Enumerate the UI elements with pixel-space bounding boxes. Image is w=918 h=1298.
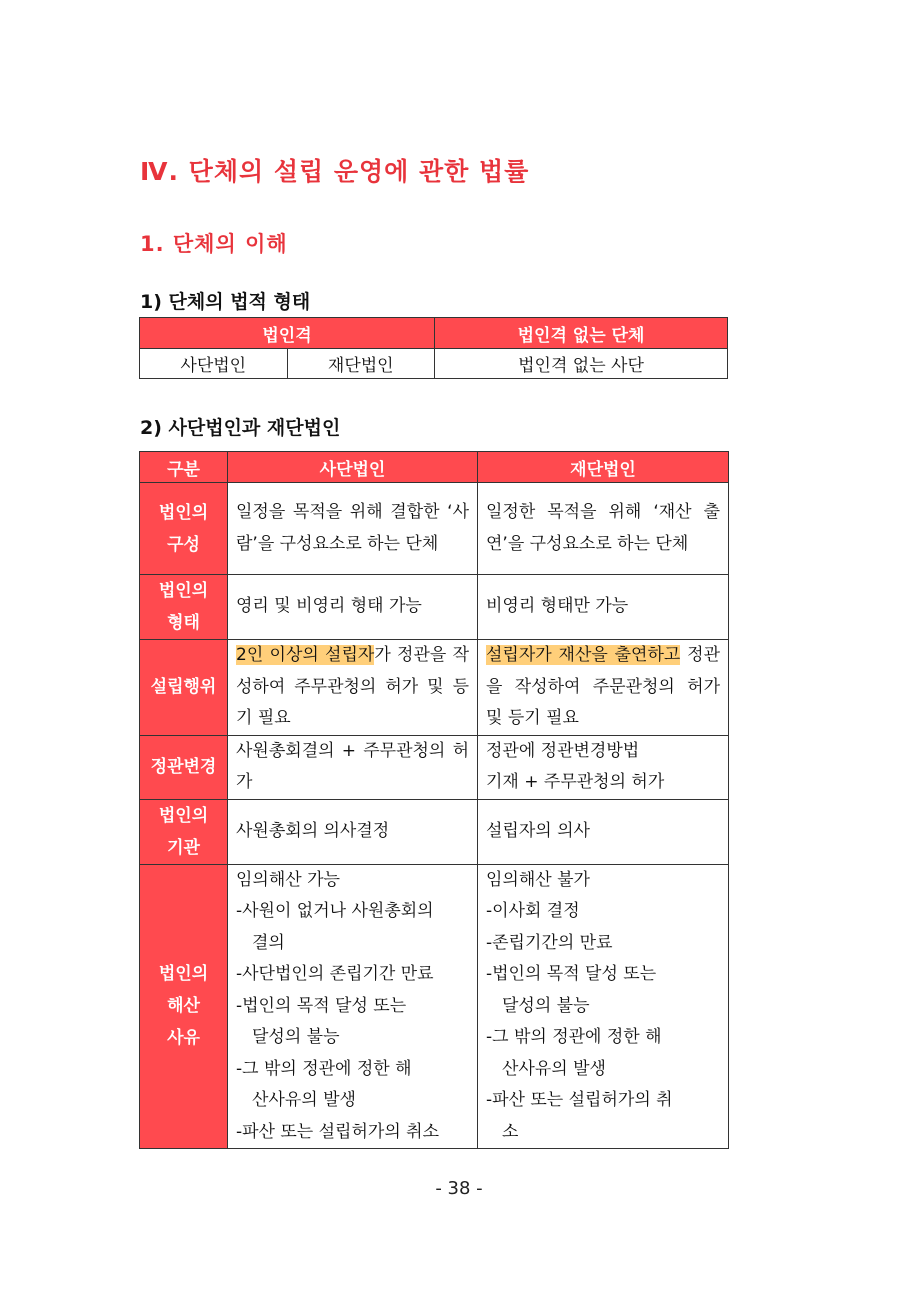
header-juridical-person: 법인격 — [140, 318, 435, 349]
table-row — [140, 735, 729, 799]
cell-organ-foundation: 설립자의 의사 — [478, 799, 729, 864]
table-row — [140, 799, 729, 864]
table-row — [140, 864, 729, 1149]
table-row — [140, 575, 729, 640]
table-row — [140, 640, 729, 736]
cell-dissolution-association: 임의해산 가능 -사원이 없거나 사원총회의 결의 -사단법인의 존립기간 만료 -법인의 목적 달성 또는 달성의 불능 -그 밖의 정관에 정한 해 산사유의 발생 -파산 또는 설립허가의 취소 — [228, 864, 478, 1149]
row-label-composition: 법인의 구성 — [140, 483, 228, 575]
page-number: - 38 - — [435, 1178, 483, 1199]
cell-articles-foundation: 정관에 정관변경방법 기재 + 주무관청의 허가 — [478, 735, 729, 799]
cell-type-foundation: 비영리 형태만 가능 — [478, 575, 729, 640]
header-non-juridical: 법인격 없는 단체 — [435, 318, 728, 349]
header-category: 구분 — [140, 452, 228, 483]
row-label-articles-change: 정관변경 — [140, 735, 228, 799]
highlight-endowment: 설립자가 재산을 출연하고 — [486, 645, 681, 665]
row-label-establishment: 설립행위 — [140, 640, 228, 736]
row-label-dissolution: 법인의 해산 사유 — [140, 864, 228, 1149]
cell-composition-association: 일정을 목적을 위해 결합한 ‘사람’을 구성요소로 하는 단체 — [228, 483, 478, 575]
subsection-title-comparison: 2) 사단법인과 재단법인 — [140, 417, 341, 439]
cell-incorporated-association: 사단법인 — [140, 349, 288, 379]
subsection-title-legal-forms: 1) 단체의 법적 형태 — [140, 291, 311, 313]
cell-articles-association: 사원총회결의 + 주무관청의 허가 — [228, 735, 478, 799]
header-foundation: 재단법인 — [478, 452, 729, 483]
cell-incorporated-foundation: 재단법인 — [287, 349, 435, 379]
highlight-founders: 2인 이상의 설립자 — [236, 645, 375, 665]
row-label-type: 법인의 형태 — [140, 575, 228, 640]
cell-establishment-foundation: 설립자가 재산을 출연하고 정관을 작성하여 주문관청의 허가 및 등기 필요 — [478, 640, 729, 736]
cell-dissolution-foundation: 임의해산 불가 -이사회 결정 -존립기간의 만료 -법인의 목적 달성 또는 달성의 불능 -그 밖의 정관에 정한 해 산사유의 발생 -파산 또는 설립허가의 취 소 — [478, 864, 729, 1149]
section-title: 1. 단체의 이해 — [140, 232, 288, 256]
legal-forms-table — [139, 317, 728, 379]
cell-organ-association: 사원총회의 의사결정 — [228, 799, 478, 864]
table-row — [140, 483, 729, 575]
comparison-table — [139, 451, 729, 1149]
cell-composition-foundation: 일정한 목적을 위해 ‘재산 출연’을 구성요소로 하는 단체 — [478, 483, 729, 575]
chapter-title: Ⅳ. 단체의 설립 운영에 관한 법률 — [140, 157, 530, 186]
header-association: 사단법인 — [228, 452, 478, 483]
cell-type-association: 영리 및 비영리 형태 가능 — [228, 575, 478, 640]
row-label-organ: 법인의 기관 — [140, 799, 228, 864]
cell-unincorporated-association: 법인격 없는 사단 — [435, 349, 728, 379]
cell-establishment-association: 2인 이상의 설립자가 정관을 작성하여 주무관청의 허가 및 등기 필요 — [228, 640, 478, 736]
